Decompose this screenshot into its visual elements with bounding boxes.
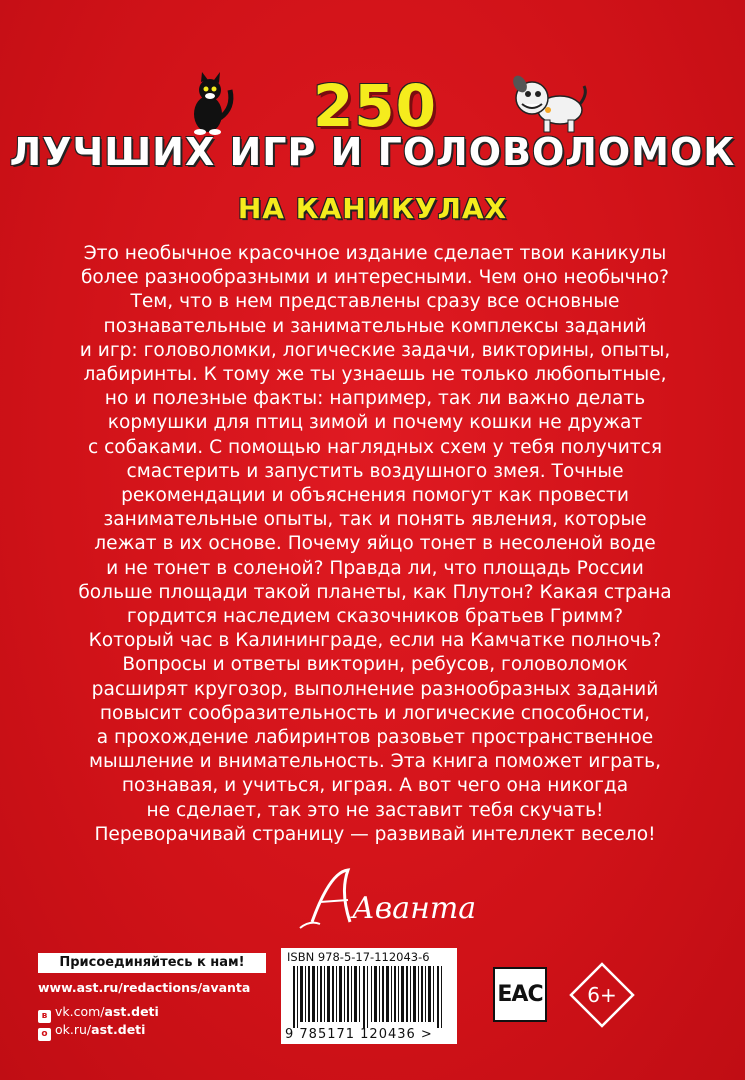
isbn-barcode xyxy=(281,948,457,1044)
title-sub: НА КАНИКУЛАХ xyxy=(237,192,508,225)
ok-prefix: ok.ru/ xyxy=(55,1022,92,1037)
description-line: Вопросы и ответы викторин, ребусов, головоломок xyxy=(122,654,628,676)
age-rating: 6+ xyxy=(587,983,617,1007)
description-line: Это необычное красочное издание сделает твои каникулы xyxy=(83,243,667,264)
description-line: Тем, что в нем представлены сразу все основные xyxy=(130,291,620,313)
description-line: Который час в Калининграде, если на Камчатке полночь? xyxy=(88,630,662,652)
barcode-bars xyxy=(291,966,447,1028)
ok-link[interactable] xyxy=(38,1022,145,1041)
description-line: не сделает, так это не заставит тебя скучать! xyxy=(146,799,604,821)
join-us-label: Присоединяйтесь к нам! xyxy=(38,953,266,973)
description-line: мышление и внимательность. Эта книга поможет играть, xyxy=(88,751,661,773)
description-line: расширят кругозор, выполнение разнообразных заданий xyxy=(91,678,659,700)
dog-illustration xyxy=(508,72,590,136)
vk-prefix: vk.com/ xyxy=(55,1004,105,1019)
title-main: ЛУЧШИХ ИГР И ГОЛОВОЛОМОК xyxy=(9,130,736,174)
ok-handle: ast.deti xyxy=(91,1022,146,1037)
description-line: более разнообразными и интересными. Чем оно необычно? xyxy=(80,267,670,289)
description-line: больше площади такой планеты, как Плутон? Какая страна xyxy=(78,581,672,603)
description-line: с собаками. С помощью наглядных схем у тебя получится xyxy=(87,436,663,458)
publisher-logo xyxy=(290,862,477,936)
publisher-logo-text: Аванта xyxy=(352,891,477,926)
description-line: но и полезные факты: например, так ли важно делать xyxy=(104,388,646,410)
description-line: гордится наследием сказочников братьев Гримм? xyxy=(126,606,624,628)
description-line: повысит сообразительность и логические способности, xyxy=(99,702,651,724)
book-description xyxy=(60,242,690,847)
eac-mark: EAC xyxy=(493,967,547,1022)
description-line: лабиринты. К тому же ты узнаешь не только любопытные, xyxy=(83,364,667,386)
description-line: познавая, и учиться, играя. А вот чего она никогда xyxy=(121,775,629,797)
description-line: кормушки для птиц зимой и почему кошки не дружат xyxy=(107,412,643,434)
description-line: занимательные опыты, так и понять явления, которые xyxy=(103,509,647,531)
vk-icon: в xyxy=(38,1010,51,1023)
vk-handle: ast.deti xyxy=(104,1004,159,1019)
site-link[interactable]: www.ast.ru/redactions/avanta xyxy=(38,980,251,995)
description-line: рекомендации и объяснения помогут как провести xyxy=(121,485,629,507)
description-line: лежат в их основе. Почему яйцо тонет в несоленой воде xyxy=(94,533,656,555)
description-line: и игр: головоломки, логические задачи, викторины, опыты, xyxy=(79,339,671,361)
cat-illustration xyxy=(182,68,238,136)
vk-link[interactable] xyxy=(38,1004,159,1023)
barcode-digits: 9 785171 120436 > xyxy=(285,1027,433,1042)
description-line: а прохождение лабиринтов разовьет пространственное xyxy=(96,727,654,749)
description-line: Переворачивай страницу — развивай интеллект весело! xyxy=(94,823,656,845)
description-line: познавательные и занимательные комплексы заданий xyxy=(103,315,647,337)
description-line: и не тонет в соленой? Правда ли, что площадь России xyxy=(106,557,644,579)
ok-icon: о xyxy=(38,1028,51,1041)
description-line: смастерить и запустить воздушного змея. Точные xyxy=(126,460,624,482)
isbn-label: ISBN 978-5-17-112043-6 xyxy=(287,950,430,964)
title-number: 250 xyxy=(312,72,438,140)
